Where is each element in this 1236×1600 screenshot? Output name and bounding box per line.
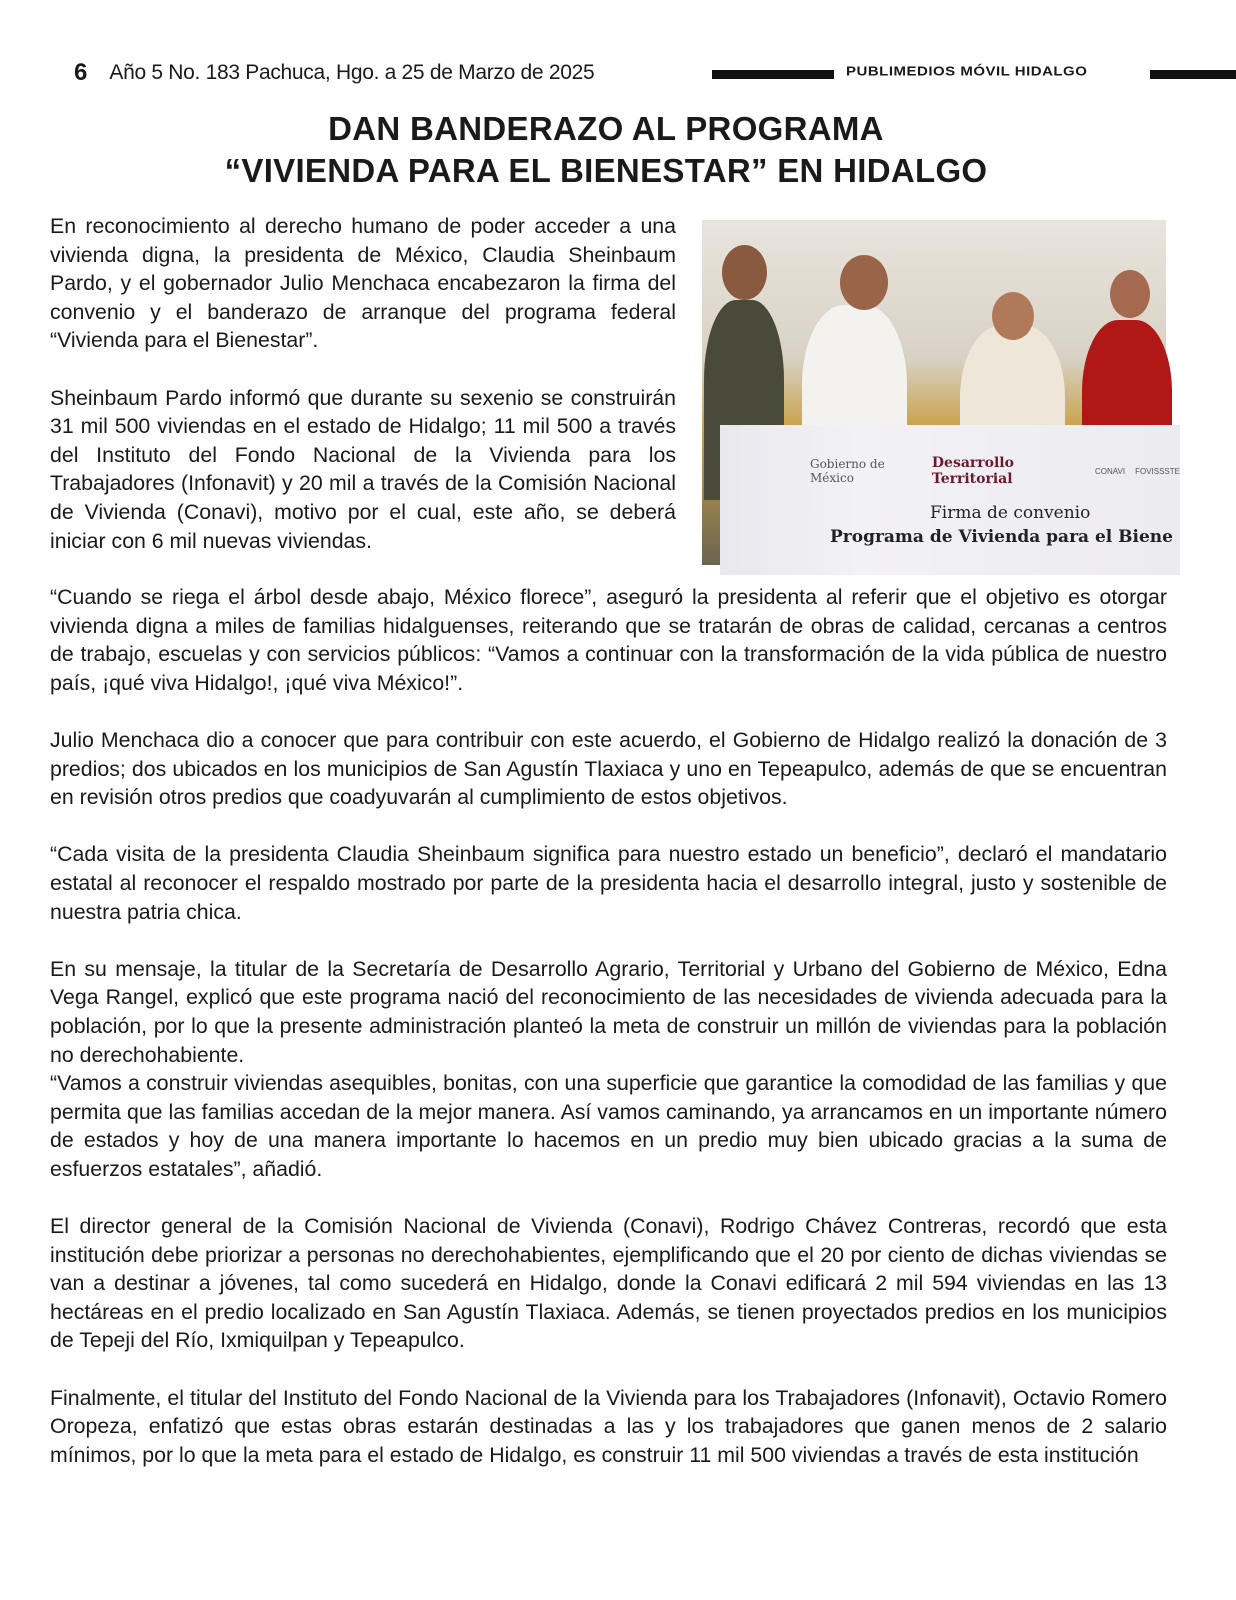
paragraph: Sheinbaum Pardo informó que durante su sexenio se construirán 31 mil 500 viviendas en el estado de Hidalgo; 11 mil 500 a través del Instituto del Fondo Nacional de la Vivienda para los Trabajadores (Infonavit) y 20 mil a través de la Comisión Nacional de Vivienda (Conavi), motivo por el cual, este año, se deberá iniciar con 6 mil nuevas viviendas. [50, 385, 676, 553]
banner-line-1: Firma de convenio [930, 503, 1091, 523]
paragraph: “Cada visita de la presidenta Claudia Sheinbaum significa para nuestro estado un beneficio”, declaró el mandatario estatal al reconocer el respaldo mostrado por parte de la presidenta hacia el desarrollo integral, justo y sostenible de nuestra patria chica. [50, 842, 1167, 924]
logo-fovissste: FOVISSSTE [1135, 466, 1180, 476]
logo-conavi: CONAVI [1095, 466, 1126, 476]
article-column-top [50, 212, 676, 584]
paragraph: En reconocimiento al derecho humano de poder acceder a una vivienda digna, la presidenta de México, Claudia Sheinbaum Pardo, y el gobernador Julio Menchaca encabezaron la firma del convenio y el banderazo de arranque del programa federal “Vivienda para el Bienestar”. [50, 214, 676, 353]
page-number: 6 [74, 59, 88, 86]
banner-line-2: Programa de Vivienda para el Biene [830, 527, 1173, 547]
publication-brand: PUBLIMEDIOS MÓVIL HIDALGO [846, 64, 1088, 79]
paragraph: Julio Menchaca dio a conocer que para contribuir con este acuerdo, el Gobierno de Hidalgo realizó la donación de 3 predios; dos ubicados en los municipios de San Agustín Tlaxiaca y uno en Tepeapulco, además de que se encuentran en revisión otros predios que coadyuvarán al cumplimiento de estos objetivos. [50, 727, 1167, 810]
photo-head [840, 255, 888, 310]
logo-gobierno-mexico: Gobierno de México [810, 457, 885, 485]
photo-head [722, 245, 767, 300]
issue-line: Año 5 No. 183 Pachuca, Hgo. a 25 de Marzo de 2025 [109, 61, 595, 84]
paragraph: “Vamos a construir viviendas asequibles, bonitas, con una superficie que garantice la comodidad de las familias y que permita que las familias accedan de la mejor manera. Así vamos caminando, ya arrancamos en un importante número de estados y hoy de una manera importante lo hacemos en un predio muy bien ubicado gracias a la suma de esfuerzos estatales”, añadió. [50, 1071, 1167, 1181]
photo-head [1110, 270, 1150, 318]
paragraph: “Cuando se riega el árbol desde abajo, México florece”, aseguró la presidenta al referir que el objetivo es otorgar vivienda digna a miles de familias hidalguenses, reiterando que se tratarán de obras de calidad, cercanas a centros de trabajo, escuelas y con servicios públicos: “Vamos a continuar con la transformación de la vida pública de nuestro país, ¡qué viva Hidalgo!, ¡qué viva México!”. [50, 585, 1167, 695]
paragraph: En su mensaje, la titular de la Secretaría de Desarrollo Agrario, Territorial y Urbano del Gobierno de México, Edna Vega Rangel, explicó que este programa nació del reconocimiento de las necesidades de vivienda adecuada para la población, por lo que la presente administración planteó la meta de construir un millón de viviendas para la población no derechohabiente. [50, 956, 1167, 1067]
headline [0, 108, 1212, 192]
article-photo [702, 220, 1180, 565]
masthead-rule-left [712, 70, 834, 79]
photo-banner [720, 425, 1180, 575]
article-column-full [50, 583, 1167, 1498]
paragraph: Finalmente, el titular del Instituto del Fondo Nacional de la Vivienda para los Trabajadores (Infonavit), Octavio Romero Oropeza, enfatizó que estas obras estarán destinadas a las y los trabajadores que ganen menos de 2 salario mínimos, por lo que la meta para el estado de Hidalgo, es construir 11 mil 500 viviendas a través de esta institución [50, 1385, 1167, 1467]
headline-line-1: DAN BANDERAZO AL PROGRAMA [328, 110, 884, 147]
masthead-rule-right [1150, 70, 1236, 79]
photo-head [992, 292, 1034, 340]
logo-desarrollo-territorial: Desarrollo Territorial [931, 455, 1014, 487]
paragraph: El director general de la Comisión Nacional de Vivienda (Conavi), Rodrigo Chávez Contreras, recordó que esta institución debe priorizar a personas no derechohabientes, ejemplificando que el 20 por ciento de dichas viviendas se van a destinar a jóvenes, tal como sucederá en Hidalgo, donde la Conavi edificará 2 mil 594 viviendas en las 13 hectáreas en el predio localizado en San Agustín Tlaxiaca. Además, se tienen proyectados predios en los municipios de Tepeji del Río, Ixmiquilpan y Tepeapulco. [50, 1214, 1167, 1353]
headline-line-2: “VIVIENDA PARA EL BIENESTAR” EN HIDALGO [224, 152, 988, 189]
masthead [74, 58, 1236, 88]
